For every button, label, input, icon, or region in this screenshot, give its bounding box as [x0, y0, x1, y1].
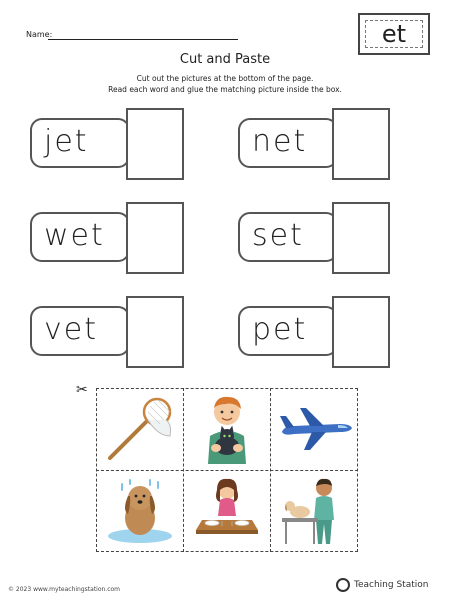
glue-box-jet[interactable]: [126, 108, 184, 180]
word-card-wet: [30, 212, 130, 262]
instruction-line-1: Cut out the pictures at the bottom of the page.: [136, 74, 314, 83]
word-net: net: [252, 124, 308, 159]
girl-setting-table-picture[interactable]: [188, 474, 266, 548]
word-wet: wet: [44, 218, 105, 253]
name-line[interactable]: [48, 39, 238, 40]
glue-box-net[interactable]: [332, 108, 390, 180]
teaching-station-icon: [336, 578, 350, 592]
word-jet: jet: [44, 124, 89, 159]
net-picture[interactable]: [100, 392, 180, 466]
word-card-vet: [30, 306, 130, 356]
word-family-badge: [358, 13, 430, 55]
word-pet: pet: [252, 312, 308, 347]
glue-box-vet[interactable]: [126, 296, 184, 368]
jet-picture[interactable]: [274, 392, 356, 466]
word-card-net: [238, 118, 338, 168]
brand-logo[interactable]: [336, 578, 428, 592]
brand-name: Teaching Station: [354, 580, 429, 590]
glue-box-set[interactable]: [332, 202, 390, 274]
wet-dog-picture[interactable]: [100, 474, 180, 548]
cut-line-horizontal: [96, 470, 358, 471]
glue-box-pet[interactable]: [332, 296, 390, 368]
boy-with-cat-picture[interactable]: [188, 392, 266, 466]
word-card-pet: [238, 306, 338, 356]
instruction-line-2: Read each word and glue the matching picture inside the box.: [108, 85, 342, 94]
page-title: Cut and Paste: [179, 52, 271, 67]
glue-box-wet[interactable]: [126, 202, 184, 274]
copyright-text: © 2023 www.myteachingstation.com: [8, 586, 121, 593]
scissors-icon: ✂: [76, 382, 88, 398]
word-card-jet: [30, 118, 130, 168]
name-label: Name:: [26, 30, 53, 39]
vet-with-dog-picture[interactable]: [274, 474, 356, 548]
word-card-set: [238, 212, 338, 262]
badge-text: et: [381, 20, 407, 48]
word-set: set: [252, 218, 304, 253]
word-vet: vet: [44, 312, 98, 347]
